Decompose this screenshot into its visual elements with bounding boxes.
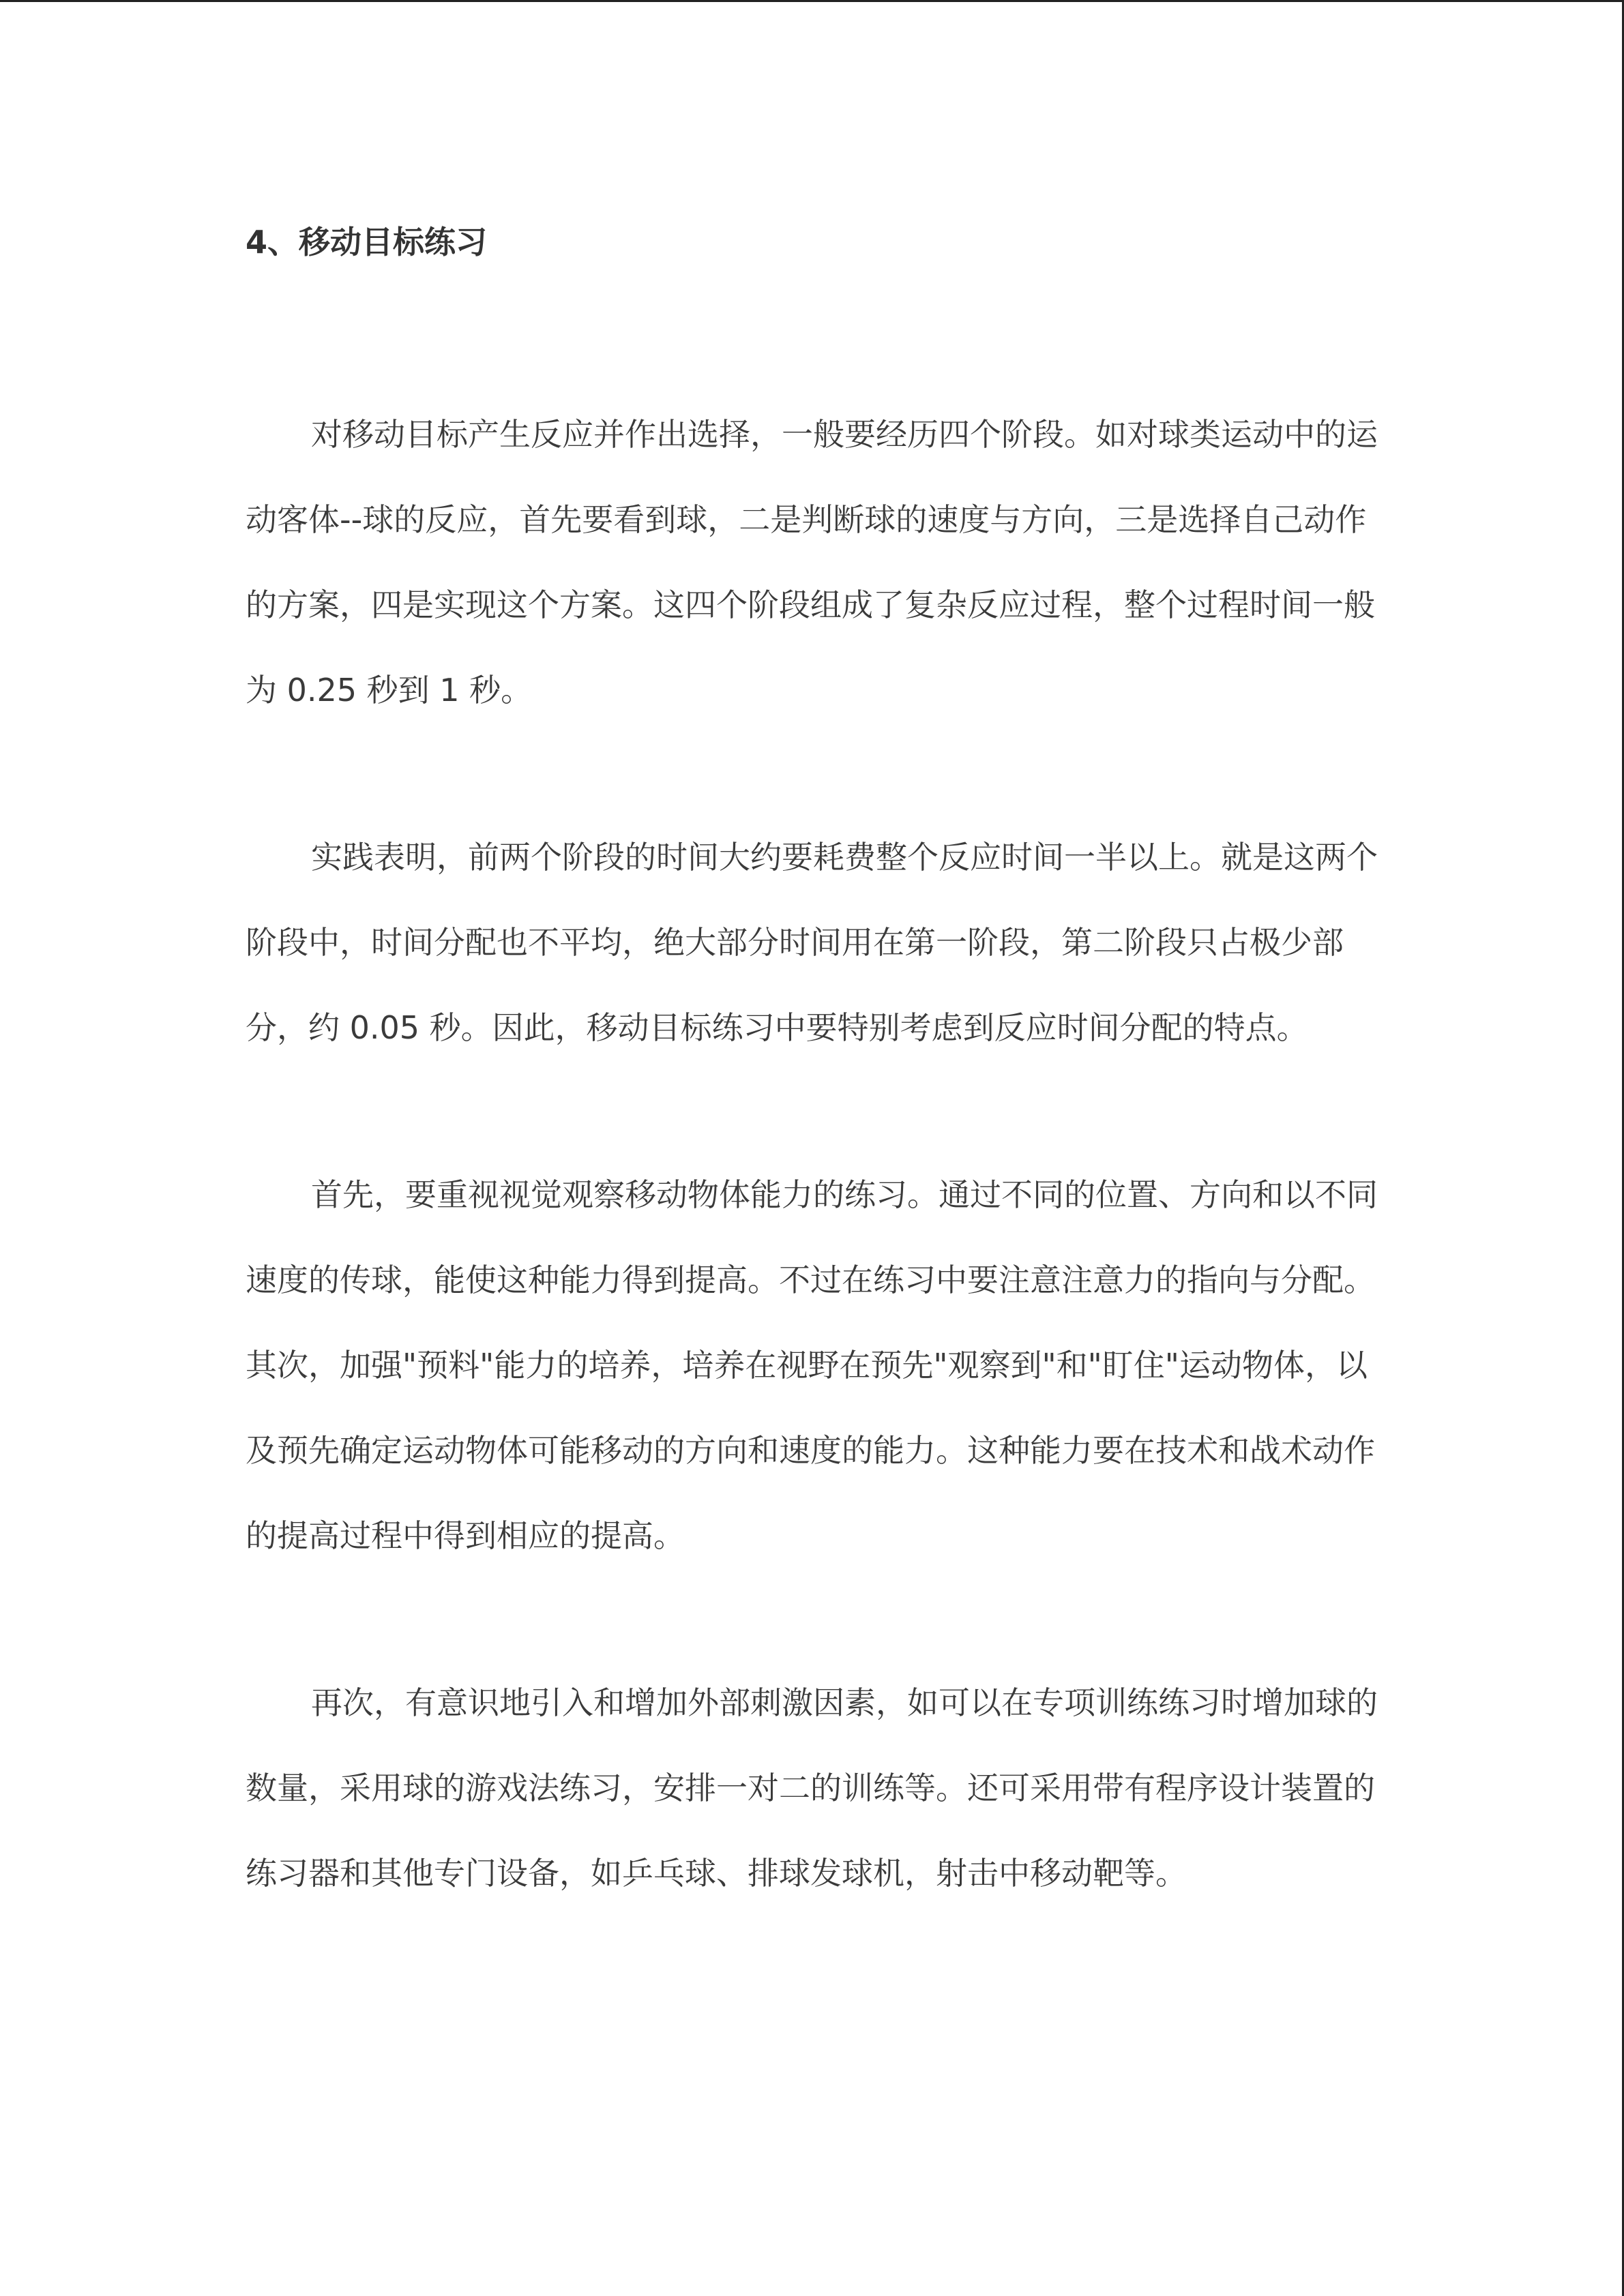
spacer [246, 1071, 1378, 1152]
paragraph-1: 对移动目标产生反应并作出选择，一般要经历四个阶段。如对球类运动中的运动客体--球的反应，首先要看到球，二是判断球的速度与方向，三是选择自己动作的方案，四是实现这个方案。这四个阶段组成了复杂反应过程，整个过程时间一般为 0.25 秒到 1 秒。 [246, 416, 1378, 709]
document-body [246, 205, 1378, 1916]
section-heading: 4、移动目标练习 [246, 224, 488, 260]
spacer [246, 1579, 1378, 1660]
page-top-border [0, 0, 1624, 2]
spacer [246, 733, 1378, 815]
paragraph-4: 再次，有意识地引入和增加外部刺激因素，如可以在专项训练练习时增加球的数量，采用球的游戏法练习，安排一对二的训练等。还可采用带有程序设计装置的练习器和其他专门设备，如乒乓球、排球发球机，射击中移动靶等。 [246, 1684, 1378, 1892]
paragraph-2: 实践表明，前两个阶段的时间大约要耗费整个反应时间一半以上。就是这两个阶段中，时间分配也不平均，绝大部分时间用在第一阶段，第二阶段只占极少部分，约 0.05 秒。因此，移动目标练习中要特别考虑到反应时间分配的特点。 [246, 839, 1378, 1046]
spacer [246, 280, 1378, 392]
paragraph-3: 首先，要重视视觉观察移动物体能力的练习。通过不同的位置、方向和以不同速度的传球，能使这种能力得到提高。不过在练习中要注意注意力的指向与分配。其次，加强"预料"能力的培养，培养在视野在预先"观察到"和"盯住"运动物体，以及预先确定运动物体可能移动的方向和速度的能力。这种能力要在技术和战术动作的提高过程中得到相应的提高。 [246, 1176, 1378, 1554]
